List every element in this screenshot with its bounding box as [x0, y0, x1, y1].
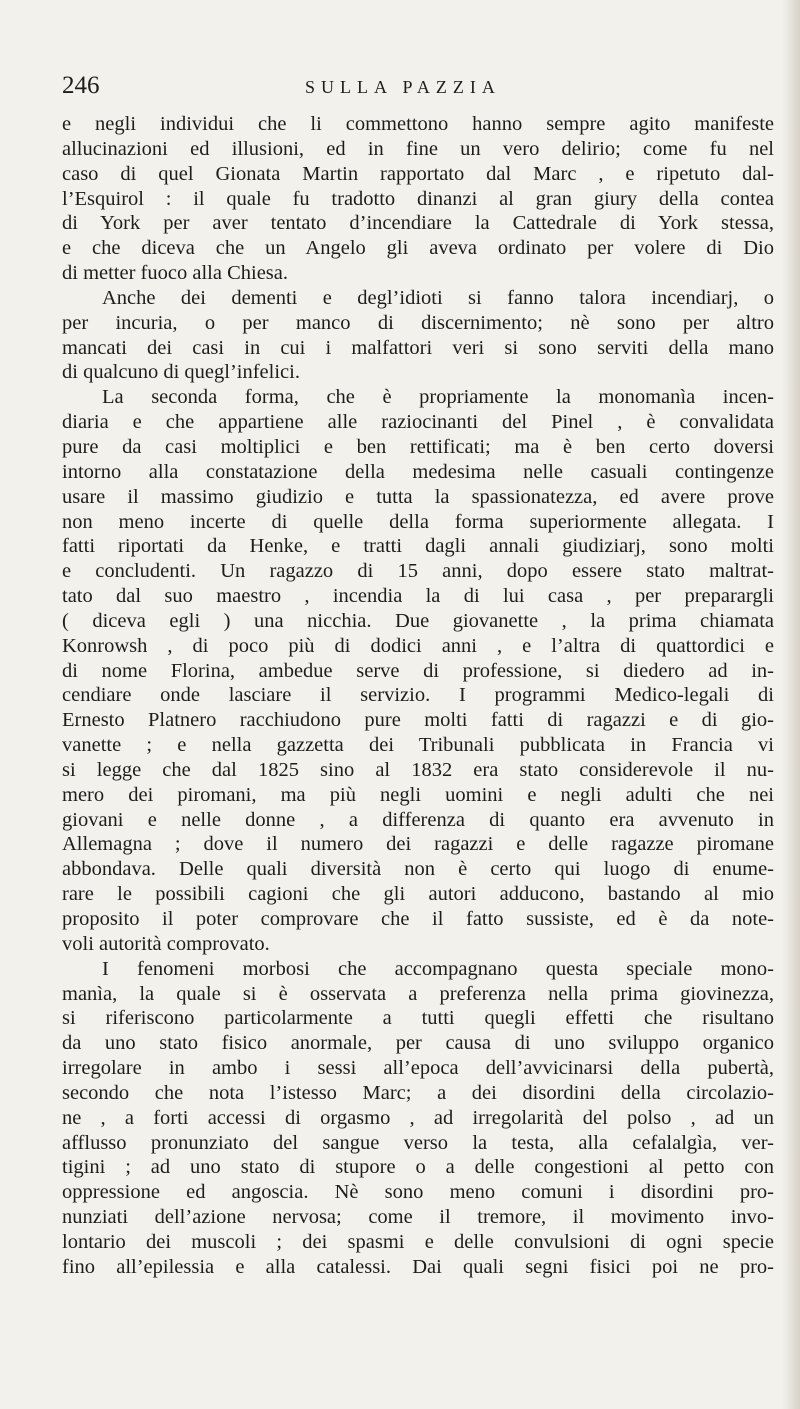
text-line: e che diceva che un Angelo gli aveva ordinato per volere di Dio — [62, 237, 774, 260]
text-line: nunziati dell’azione nervosa; come il tremore, il movimento invo- — [62, 1206, 774, 1229]
text-line: voli autorità comprovato. — [62, 932, 270, 955]
text-line: tato dal suo maestro , incendia la di lui casa , per preparargli — [62, 585, 774, 608]
text-line: mero dei piromani, ma più negli uomini e negli adulti che nei — [62, 783, 774, 806]
running-title: SULLA PAZZIA — [305, 77, 501, 97]
text-line: di metter fuoco alla Chiesa. — [62, 262, 288, 285]
text-line: secondo che nota l’istesso Marc; a dei disordini della circolazio- — [62, 1081, 774, 1104]
page-header — [62, 72, 762, 104]
page-number: 246 — [62, 72, 100, 99]
text-line: Allemagna ; dove il numero dei ragazzi e delle ragazze piromane — [62, 833, 774, 856]
text-line: Konrowsh , di poco più di dodici anni , e l’altra di quattordici e — [62, 634, 774, 657]
text-line: manìa, la quale si è osservata a preferenza nella prima giovinezza, — [62, 982, 774, 1005]
text-line: e concludenti. Un ragazzo di 15 anni, dopo essere stato maltrat- — [62, 560, 774, 583]
text-line: per incuria, o per manco di discernimento; nè sono per altro — [62, 311, 774, 334]
text-line: ne , a forti accessi di orgasmo , ad irregolarità del polso , ad un — [62, 1106, 774, 1129]
text-line: di qualcuno di quegl’infelici. — [62, 361, 300, 384]
text-line: La seconda forma, che è propriamente la monomanìa incen- — [102, 386, 774, 409]
text-line: fatti riportati da Henke, e tratti dagli annali giudiziarj, sono molti — [62, 535, 774, 558]
text-line: pure da casi moltiplici e ben rettificati; ma è ben certo doversi — [62, 435, 774, 458]
page-edge — [782, 0, 800, 1409]
text-line: allucinazioni ed illusioni, ed in fine un vero delirio; come fu nel — [62, 137, 774, 160]
text-line: da uno stato fisico anormale, per causa di uno sviluppo organico — [62, 1032, 774, 1055]
text-line: mancati dei casi in cui i malfattori veri si sono serviti della mano — [62, 336, 774, 359]
text-line: usare il massimo giudizio e tutta la spassionatezza, ed avere prove — [62, 485, 774, 508]
text-line: di York per aver tentato d’incendiare la Cattedrale di York stessa, — [62, 212, 774, 235]
text-line: intorno alla constatazione della medesima nelle casuali contingenze — [62, 460, 774, 483]
text-line: vanette ; e nella gazzetta dei Tribunali pubblicata in Francia vi — [62, 734, 774, 757]
text-line: lontario dei muscoli ; dei spasmi e delle convulsioni di ogni specie — [62, 1230, 774, 1253]
body-text — [62, 112, 774, 1280]
text-line: non meno incerte di quelle della forma superiormente allegata. I — [62, 510, 774, 533]
text-line: si riferiscono particolarmente a tutti quegli effetti che risultano — [62, 1007, 774, 1030]
text-line: oppressione ed angoscia. Nè sono meno comuni i disordini pro- — [62, 1181, 774, 1204]
text-line: fino all’epilessia e alla catalessi. Dai quali segni fisici poi ne pro- — [62, 1255, 774, 1278]
text-line: giovani e nelle donne , a differenza di quanto era avvenuto in — [62, 808, 774, 831]
text-line: rare le possibili cagioni che gli autori adducono, bastando al mio — [62, 883, 774, 906]
text-line: I fenomeni morbosi che accompagnano questa speciale mono- — [102, 957, 774, 980]
text-line: di nome Florina, ambedue serve di professione, si diedero ad in- — [62, 659, 774, 682]
text-line: abbondava. Delle quali diversità non è certo qui luogo di enume- — [62, 858, 774, 881]
text-line: Anche dei dementi e degl’idioti si fanno talora incendiarj, o — [102, 286, 774, 309]
text-line: l’Esquirol : il quale fu tradotto dinanzi al gran giury della contea — [62, 187, 774, 210]
text-line: caso di quel Gionata Martin rapportato dal Marc , e ripetuto dal- — [62, 162, 774, 185]
text-line: diaria e che appartiene alle raziocinanti del Pinel , è convalidata — [62, 411, 774, 434]
text-line: ( diceva egli ) una nicchia. Due giovanette , la prima chiamata — [62, 609, 774, 632]
text-line: cendiare onde lasciare il servizio. I programmi Medico-legali di — [62, 684, 774, 707]
text-line: e negli individui che li commettono hanno sempre agito manifeste — [62, 113, 774, 135]
text-line: si legge che dal 1825 sino al 1832 era stato considerevole il nu- — [62, 758, 774, 781]
text-line: irregolare in ambo i sessi all’epoca dell’avvicinarsi della pubertà, — [62, 1057, 774, 1080]
text-line: tigini ; ad uno stato di stupore o a delle congestioni al petto con — [62, 1156, 774, 1179]
text-line: proposito il poter comprovare che il fatto sussiste, ed è da note- — [62, 908, 774, 930]
text-line: afflusso pronunziato del sangue verso la testa, alla cefalalgìa, ver- — [62, 1131, 774, 1154]
text-line: Ernesto Platnero racchiudono pure molti fatti di ragazzi e di gio- — [62, 709, 774, 732]
